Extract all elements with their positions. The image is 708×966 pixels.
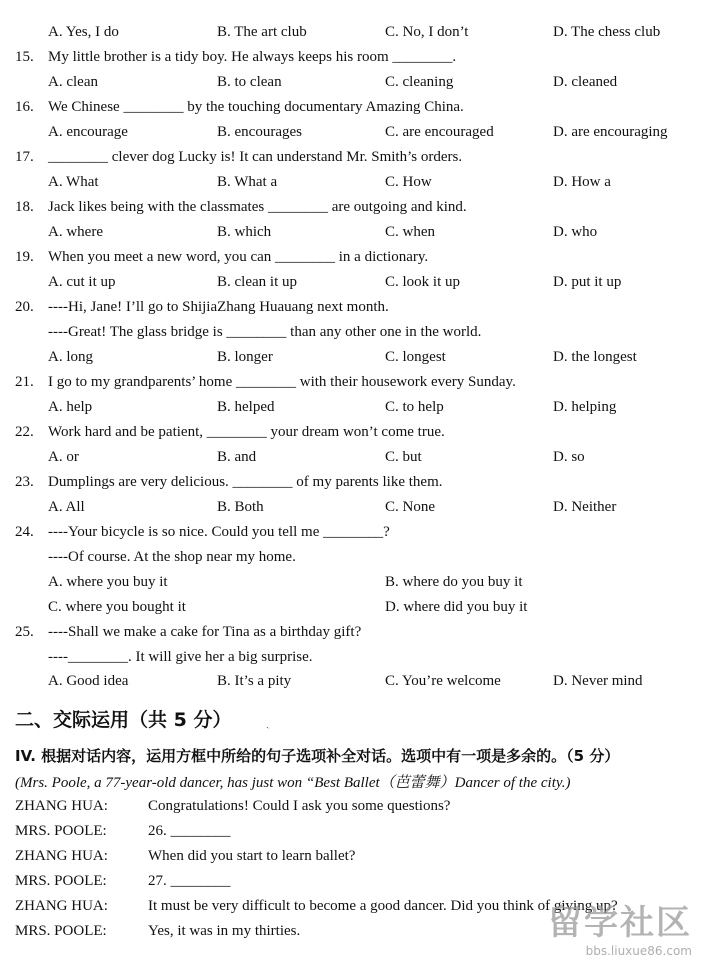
question-number: 18.	[15, 199, 34, 215]
speaker: MRS. POOLE:	[15, 823, 107, 839]
question-number: 22.	[15, 424, 34, 440]
option-d: D. put it up	[553, 274, 622, 290]
question-stem: Jack likes being with the classmates ________ are outgoing and kind.	[48, 199, 467, 215]
question-number: 25.	[15, 624, 34, 640]
question-stem-2: ----Of course. At the shop near my home.	[48, 549, 296, 565]
option-c: C. No, I don’t	[385, 24, 469, 40]
option-d: D. Neither	[553, 499, 617, 515]
question-number: 20.	[15, 299, 34, 315]
question-stem: Dumplings are very delicious. ________ of my parents like them.	[48, 474, 443, 490]
option-c: C. You’re welcome	[385, 673, 501, 689]
question-number: 15.	[15, 49, 34, 65]
option-b: B. Both	[217, 499, 264, 515]
section-title: 二、交际运用（共 5 分）	[15, 709, 232, 731]
question-stem-2: ----Great! The glass bridge is ________ than any other one in the world.	[48, 324, 482, 340]
option-c: C. How	[385, 174, 432, 190]
proofing-mark-icon: ˎ	[266, 718, 270, 729]
option-b: B. The art club	[217, 24, 307, 40]
option-d: D. so	[553, 449, 585, 465]
utterance: Congratulations! Could I ask you some questions?	[148, 798, 451, 814]
option-d: D. How a	[553, 174, 611, 190]
part-instruction: IV. 根据对话内容，运用方框中所给的句子选项补全对话。选项中有一项是多余的。（5 分）	[15, 747, 620, 765]
option-b: B. encourages	[217, 124, 302, 140]
question-number: 19.	[15, 249, 34, 265]
question-stem: My little brother is a tidy boy. He always keeps his room ________.	[48, 49, 457, 65]
option-c: C. look it up	[385, 274, 461, 290]
option-a: A. All	[48, 499, 85, 515]
question-number: 23.	[15, 474, 34, 490]
speaker: ZHANG HUA:	[15, 848, 108, 864]
speaker: MRS. POOLE:	[15, 873, 107, 889]
question-number: 17.	[15, 149, 34, 165]
speaker: ZHANG HUA:	[15, 898, 108, 914]
option-a: A. Yes, I do	[48, 24, 119, 40]
watermark-title: 留学社区	[548, 903, 692, 943]
option-b: B. It’s a pity	[217, 673, 292, 689]
option-d: D. the longest	[553, 349, 637, 365]
question-stem: ________ clever dog Lucky is! It can understand Mr. Smith’s orders.	[48, 149, 463, 165]
option-a: A. where	[48, 224, 103, 240]
option-a: A. clean	[48, 74, 98, 90]
option-b: B. which	[217, 224, 272, 240]
question-number: 16.	[15, 99, 34, 115]
option-a: A. What	[48, 174, 99, 190]
question-stem-2: ----________. It will give her a big surprise.	[48, 649, 313, 665]
speaker: MRS. POOLE:	[15, 923, 107, 939]
question-number: 21.	[15, 374, 34, 390]
question-stem: When you meet a new word, you can ________ in a dictionary.	[48, 249, 429, 265]
option-a: A. Good idea	[48, 673, 129, 689]
option-c: C. longest	[385, 349, 446, 365]
question-stem: ----Your bicycle is so nice. Could you tell me ________?	[48, 524, 390, 540]
question-stem: ----Shall we make a cake for Tina as a birthday gift?	[48, 624, 362, 640]
utterance: Yes, it was in my thirties.	[148, 923, 301, 939]
option-c: C. cleaning	[385, 74, 454, 90]
question-stem: Work hard and be patient, ________ your dream won’t come true.	[48, 424, 445, 440]
option-a: A. or	[48, 449, 79, 465]
watermark-url: bbs.liuxue86.com	[585, 944, 692, 958]
option-a: A. help	[48, 399, 93, 415]
option-a: A. cut it up	[48, 274, 116, 290]
option-b: B. longer	[217, 349, 273, 365]
option-b: B. What a	[217, 174, 278, 190]
option-b: B. to clean	[217, 74, 282, 90]
option-d: D. where did you buy it	[385, 599, 528, 615]
option-d: D. The chess club	[553, 24, 661, 40]
utterance: 27. ________	[148, 873, 231, 889]
option-a: A. long	[48, 349, 93, 365]
speaker: ZHANG HUA:	[15, 798, 108, 814]
question-number: 24.	[15, 524, 34, 540]
option-b: B. clean it up	[217, 274, 297, 290]
option-a: A. encourage	[48, 124, 128, 140]
option-c: C. where you bought it	[48, 599, 186, 615]
utterance: It must be very difficult to become a good dancer. Did you think of giving up?	[148, 898, 618, 914]
question-stem: We Chinese ________ by the touching documentary Amazing China.	[48, 99, 464, 115]
option-d: D. are encouraging	[553, 124, 668, 140]
option-b: B. and	[217, 449, 257, 465]
option-a: A. where you buy it	[48, 574, 168, 590]
option-c: C. when	[385, 224, 435, 240]
option-d: D. Never mind	[553, 673, 643, 689]
option-c: C. to help	[385, 399, 444, 415]
utterance: When did you start to learn ballet?	[148, 848, 356, 864]
option-c: C. but	[385, 449, 422, 465]
question-stem: ----Hi, Jane! I’ll go to ShijiaZhang Huauang next month.	[48, 299, 389, 315]
option-d: D. cleaned	[553, 74, 618, 90]
question-stem: I go to my grandparents’ home ________ with their housework every Sunday.	[48, 374, 516, 390]
option-b: B. where do you buy it	[385, 574, 523, 590]
dialogue-intro: (Mrs. Poole, a 77-year-old dancer, has just won “Best Ballet（芭蕾舞）Dancer of the city.)	[15, 775, 571, 791]
option-b: B. helped	[217, 399, 275, 415]
option-d: D. who	[553, 224, 598, 240]
watermark	[548, 895, 692, 958]
option-c: C. are encouraged	[385, 124, 494, 140]
utterance: 26. ________	[148, 823, 231, 839]
option-c: C. None	[385, 499, 435, 515]
option-d: D. helping	[553, 399, 617, 415]
